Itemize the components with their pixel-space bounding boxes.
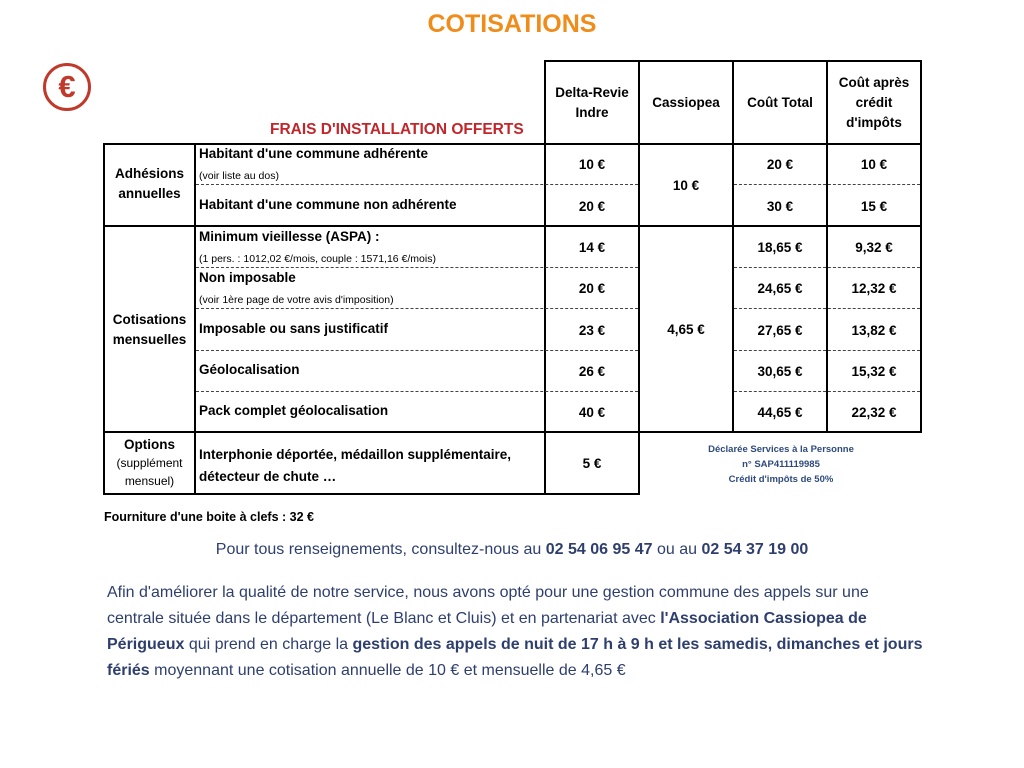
category-line: Cotisations (112, 312, 187, 327)
row-label: Habitant d'une commune adhérente (199, 146, 428, 161)
cassiopea-monthly-fee: 4,65 € (667, 321, 705, 337)
total-price: 30,65 € (757, 364, 803, 379)
row-sublabel: (voir 1ère page de votre avis d'imposition) (199, 294, 394, 306)
col-header-cassiopea: Cassiopea (652, 95, 720, 110)
offer-banner: FRAIS D'INSTALLATION OFFERTS (270, 121, 524, 138)
row-separator (734, 184, 920, 185)
contact-text: Pour tous renseignements, consultez-nous au (215, 541, 542, 558)
col-header-apres-line: crédit (855, 95, 893, 110)
category-line: annuelles (118, 186, 181, 201)
row-separator (196, 350, 638, 351)
delta-price: 23 € (578, 322, 606, 338)
col-header-cout-total: Coût Total (747, 95, 813, 110)
paragraph-text: moyennant une cotisation annuelle de 10 € et mensuelle de 4,65 € (154, 662, 626, 679)
row-separator (734, 391, 920, 392)
sap-notice (648, 442, 914, 487)
phone-number: 02 54 06 95 47 (545, 541, 653, 558)
row-separator (734, 308, 920, 309)
delta-price: 14 € (578, 239, 606, 255)
col-divider (194, 431, 196, 495)
row-label: Non imposable (199, 270, 296, 285)
paragraph-text: Afin d'améliorer la qualité de notre service, nous avons opté pour une gestion commune des appels sur une centrale située dans le département (Le Blanc et Cluis) et en partenariat avec (107, 584, 869, 627)
total-price: 44,65 € (757, 404, 803, 420)
col-header-delta-line: Indre (575, 105, 609, 120)
row-sublabel: (voir liste au dos) (199, 170, 279, 182)
euro-icon: € (43, 63, 91, 111)
row-separator (734, 350, 920, 351)
delta-price: 40 € (578, 404, 606, 420)
col-header-apres-line: Coût après (838, 75, 910, 90)
col-divider (194, 143, 196, 227)
delta-price: 10 € (578, 157, 606, 172)
total-price: 18,65 € (757, 239, 803, 255)
category-adhesions (105, 164, 194, 204)
total-price: 24,65 € (757, 281, 803, 296)
sap-line: Crédit d'impôts de 50% (728, 474, 834, 485)
cassiopea-annual-fee: 10 € (672, 177, 700, 193)
contact-line (0, 541, 1024, 559)
paragraph-text: qui prend en charge la (188, 636, 349, 653)
phone-number: 02 54 37 19 00 (701, 541, 809, 558)
after-credit-price: 13,82 € (851, 322, 897, 338)
row-separator (196, 308, 638, 309)
row-separator (196, 184, 638, 185)
row-separator (196, 267, 638, 268)
options-label-line: Interphonie déportée, médaillon supplémentaire, (199, 447, 512, 462)
row-label: Habitant d'une commune non adhérente (199, 197, 457, 212)
paragraph-bold: gestion des appels de nuit de 17 h à 9 h et les samedis, dimanches et jours fériés (107, 636, 923, 679)
col-header-delta-line: Delta-Revie (555, 85, 629, 100)
total-price: 20 € (766, 157, 794, 172)
delta-price: 26 € (578, 364, 606, 379)
after-credit-price: 22,32 € (851, 404, 897, 420)
row-label: Pack complet géolocalisation (199, 403, 389, 418)
options-label (199, 444, 511, 488)
category-options (105, 436, 194, 490)
key-box-price: Fourniture d'une boite à clefs : 32 € (104, 510, 314, 524)
col-header-apres-line: d'impôts (846, 115, 902, 130)
delta-price: 20 € (578, 281, 606, 296)
after-credit-price: 15 € (860, 198, 888, 214)
category-line: Adhésions (114, 166, 184, 181)
category-line: Options (124, 437, 175, 452)
row-label: Géolocalisation (199, 362, 300, 377)
contact-text: ou au (656, 541, 698, 558)
col-divider (194, 225, 196, 433)
options-label-line: détecteur de chute … (199, 469, 337, 484)
total-price: 30 € (766, 198, 794, 214)
after-credit-price: 15,32 € (851, 364, 897, 379)
row-separator (734, 267, 920, 268)
after-credit-price: 9,32 € (855, 239, 893, 255)
after-credit-price: 12,32 € (851, 281, 897, 296)
sap-line: Déclarée Services à la Personne (708, 444, 854, 455)
category-line: mensuel) (124, 474, 175, 488)
after-credit-price: 10 € (860, 157, 888, 172)
category-line: mensuelles (112, 332, 187, 347)
sap-line: n° SAP411119985 (742, 459, 820, 470)
col-header-delta (546, 62, 638, 144)
row-label: Minimum vieillesse (ASPA) : (199, 229, 380, 244)
row-separator (196, 391, 638, 392)
delta-price: 20 € (578, 198, 606, 214)
row-sublabel: (1 pers. : 1012,02 €/mois, couple : 1571,16 €/mois) (199, 253, 436, 265)
category-line: (supplément (116, 456, 183, 470)
delta-price: 5 € (582, 455, 602, 471)
page-title: COTISATIONS (427, 10, 597, 38)
info-paragraph (107, 580, 927, 684)
category-mensuelles (105, 310, 194, 350)
total-price: 27,65 € (757, 322, 803, 338)
row-label: Imposable ou sans justificatif (199, 321, 389, 336)
col-header-cout-apres (828, 62, 920, 144)
paragraph-bold: l'Association Cassiopea de Périgueux (107, 610, 867, 653)
